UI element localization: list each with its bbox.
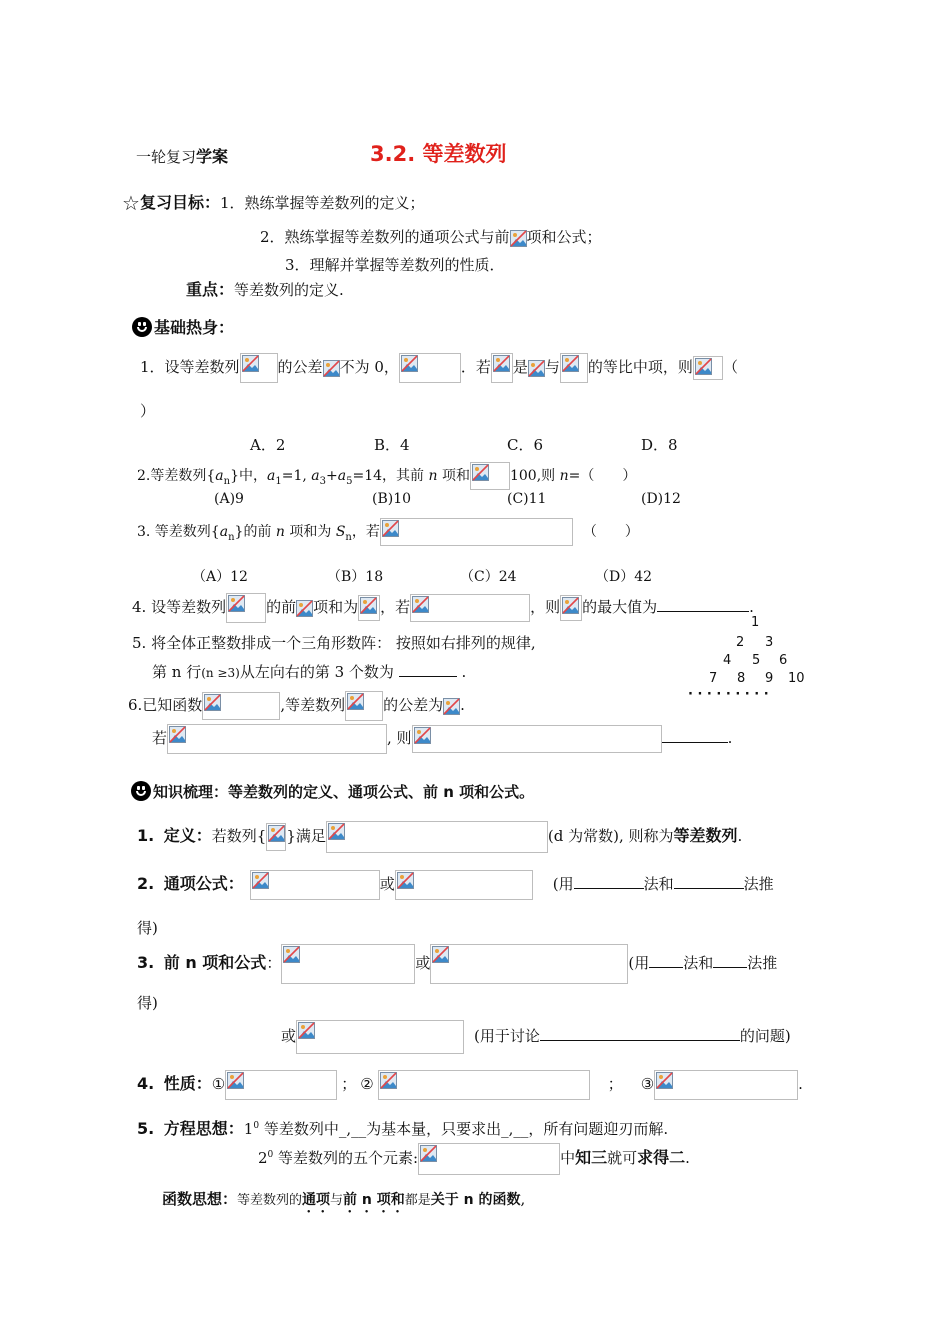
- question-5-line-2: 第 n 行(n ≥3)从左向右的第 3 个数为 .: [152, 663, 467, 681]
- q2-option-d: (D)12: [641, 491, 681, 507]
- broken-image-icon: [412, 596, 429, 613]
- page-title: 3.2. 等差数列: [370, 142, 507, 166]
- broken-image-icon: [323, 360, 340, 377]
- triangle-cell: 9: [765, 671, 774, 686]
- question-1: 1．设等差数列 的公差 不为 0， ．若 是 与 的等比中项，则 （: [140, 353, 738, 383]
- question-6-line-2: 若 , 则 .: [152, 724, 732, 754]
- broken-image-icon: [347, 693, 364, 710]
- broken-image-icon: [562, 355, 579, 372]
- summary-general-term: 2. 通项公式： 或 (用 法和 法推: [137, 870, 774, 900]
- broken-image-icon: [382, 520, 399, 537]
- broken-image-icon: [227, 1072, 244, 1089]
- answer-blank[interactable]: [657, 597, 749, 612]
- smiley-icon: [132, 317, 152, 337]
- broken-image-icon: [510, 230, 527, 247]
- broken-image-icon: [252, 872, 269, 889]
- broken-image-icon: [695, 358, 712, 375]
- goal-item-1: 1．熟练掌握等差数列的定义；: [219, 194, 425, 212]
- broken-image-icon: [283, 946, 300, 963]
- question-3: 3. 等差数列$\{a_n\}$的前 n 项和为 $S_n$，若 （ ）: [137, 518, 639, 546]
- summary-function-idea: 函数思想：等差数列的通项与前 n 项和都是关于 n 的函数,: [162, 1190, 526, 1208]
- summary-equation-idea: 5. 方程思想：$1^0$ 等差数列中_,__为基本量，只要求出_,__，所有问题迎刃而解.: [137, 1119, 669, 1138]
- summary-heading: 知识梳理：等差数列的定义、通项公式、前 n 项和公式。: [131, 781, 534, 802]
- broken-image-icon: [472, 464, 489, 481]
- star-icon: ☆: [122, 191, 140, 215]
- q3-option-a: （A）12: [192, 569, 248, 585]
- triangle-cell: 8: [737, 671, 746, 686]
- broken-image-icon: [443, 698, 460, 715]
- triangle-row-1: 1: [751, 615, 760, 630]
- answer-blank[interactable]: [662, 728, 728, 743]
- q2-option-a: (A)9: [214, 491, 244, 507]
- answer-blank[interactable]: [674, 874, 744, 889]
- broken-image-icon: [228, 595, 245, 612]
- answer-blank[interactable]: [399, 662, 457, 677]
- q2-option-c: (C)11: [507, 491, 547, 507]
- summary-definition: 1. 定义：若数列{ }满足 (d 为常数), 则称为等差数列.: [137, 821, 742, 853]
- q3-option-c: （C）24: [460, 569, 517, 585]
- broken-image-icon: [397, 872, 414, 889]
- q1-option-a: A．2: [250, 436, 286, 454]
- question-2: 2.等差数列$\{a_n\}$中，$a_1=1$, $a_3+a_5=14$，其前 n 项和 100,则 n=（ ）: [137, 462, 636, 490]
- broken-image-icon: [298, 1022, 315, 1039]
- broken-image-icon: [401, 355, 418, 372]
- key-point: 重点：等差数列的定义.: [186, 280, 344, 299]
- goals-line-1: [122, 190, 425, 215]
- question-4: 4. 设等差数列 的前 项和为 ，若 ，则 的最大值为 .: [132, 593, 754, 623]
- broken-image-icon: [204, 694, 221, 711]
- q1-option-d: D．8: [641, 436, 678, 454]
- broken-image-icon: [360, 597, 377, 614]
- summary-general-term-tail: 得): [137, 919, 158, 937]
- broken-image-icon: [528, 360, 545, 377]
- broken-image-icon: [562, 597, 579, 614]
- answer-blank[interactable]: [540, 1026, 740, 1041]
- broken-image-icon: [493, 355, 510, 372]
- broken-image-icon: [242, 355, 259, 372]
- goal-item-2: 2．熟练掌握等差数列的通项公式与前 项和公式；: [260, 228, 602, 246]
- triangle-dots: · · · · · · · · ·: [688, 687, 769, 702]
- answer-blank[interactable]: [574, 874, 644, 889]
- question-6: 6.已知函数 ,等差数列 的公差为 .: [128, 691, 465, 721]
- q3-option-d: （D）42: [595, 569, 653, 585]
- broken-image-icon: [268, 825, 285, 842]
- broken-image-icon: [328, 823, 345, 840]
- broken-image-icon: [656, 1072, 673, 1089]
- broken-image-icon: [169, 726, 186, 743]
- summary-sum-formula-tail: 得): [137, 994, 158, 1012]
- triangle-cell: 3: [765, 635, 774, 650]
- header-subtitle: [136, 144, 228, 167]
- smiley-icon: [131, 781, 151, 801]
- triangle-cell: 2: [736, 635, 745, 650]
- header-plain: 一轮复习: [136, 148, 197, 166]
- q2-option-b: (B)10: [372, 491, 412, 507]
- answer-blank[interactable]: [649, 953, 683, 968]
- header-bold: 学案: [196, 147, 229, 166]
- triangle-cell: 5: [752, 653, 761, 668]
- summary-sum-formula-alt: 或 (用于讨论 的问题): [281, 1020, 791, 1054]
- triangle-cell: 10: [788, 671, 805, 686]
- broken-image-icon: [414, 727, 431, 744]
- triangle-cell: 4: [723, 653, 732, 668]
- broken-image-icon: [420, 1145, 437, 1162]
- q3-option-b: （B）18: [327, 569, 384, 585]
- broken-image-icon: [380, 1072, 397, 1089]
- summary-equation-idea-2: $2^0$ 等差数列的五个元素: 中知三就可求得二.: [258, 1143, 690, 1175]
- triangle-cell: 6: [779, 653, 788, 668]
- triangle-cell: 7: [709, 671, 718, 686]
- broken-image-icon: [432, 946, 449, 963]
- summary-sum-formula: 3. 前 n 项和公式： 或 (用 法和 法推: [137, 944, 777, 984]
- question-1-close: ）: [140, 402, 156, 420]
- broken-image-icon: [296, 600, 313, 617]
- warmup-heading: 基础热身：: [132, 315, 234, 338]
- goal-item-3: 3．理解并掌握等差数列的性质．: [285, 256, 505, 274]
- question-5: 5. 将全体正整数排成一个三角形数阵： 按照如右排列的规律,: [132, 634, 536, 652]
- q1-option-c: C．6: [507, 436, 544, 454]
- goals-label: 复习目标：: [139, 193, 220, 212]
- q1-option-b: B．4: [374, 436, 410, 454]
- answer-blank[interactable]: [713, 953, 747, 968]
- summary-properties: 4. 性质：① ； ② ； ③ .: [137, 1070, 803, 1100]
